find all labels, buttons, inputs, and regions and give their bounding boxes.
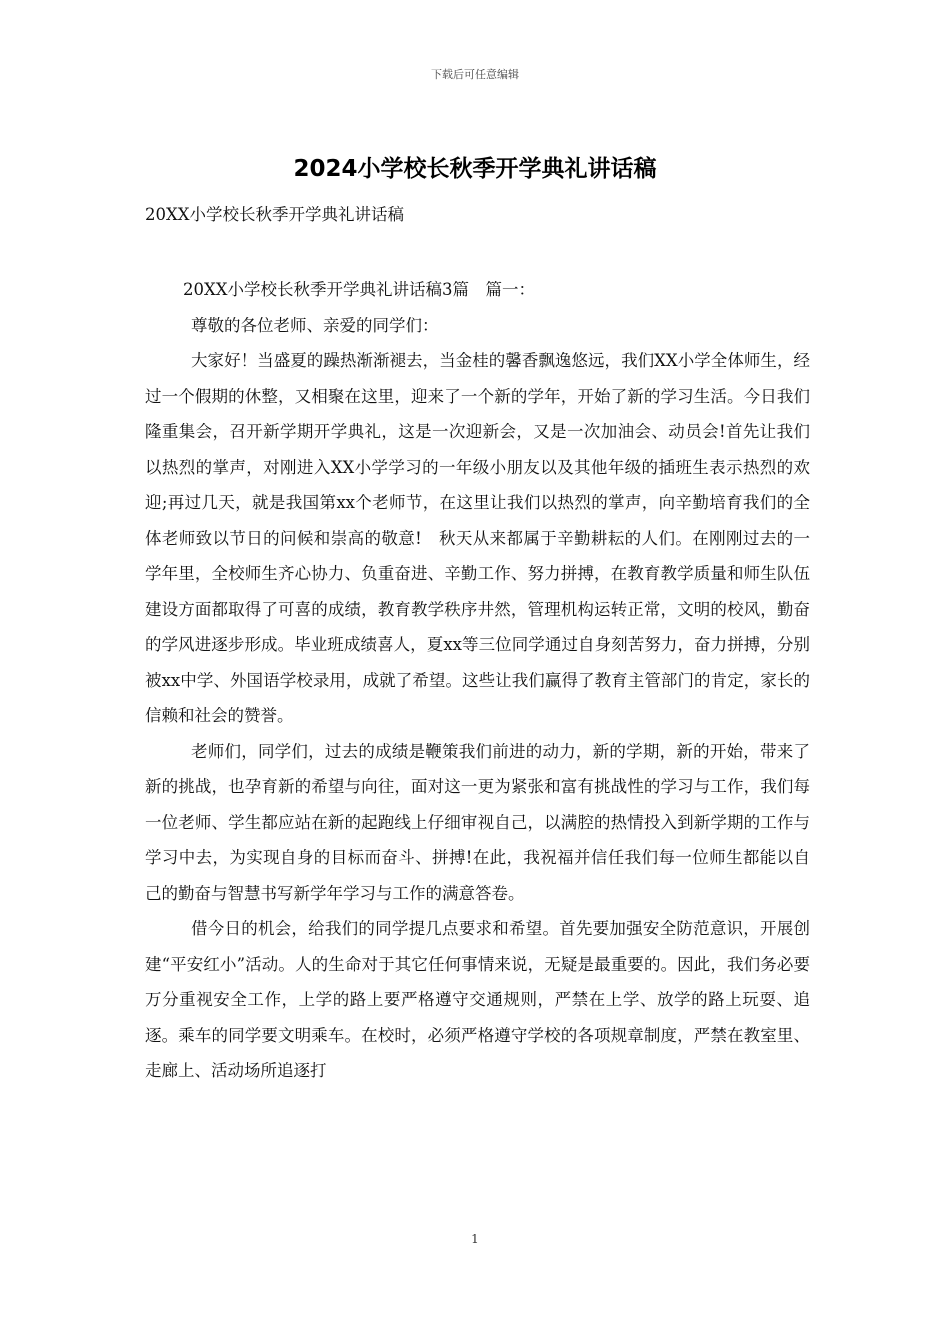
body-paragraph: 老师们，同学们，过去的成绩是鞭策我们前进的动力，新的学期，新的开始，带来了新的挑战，也孕育新的希望与向往，面对这一更为紧张和富有挑战性的学习与工作，我们每一位老师、学生都应站在新的起跑线上仔细审视自己，以满腔的热情投入到新学期的工作与学习中去，为实现自身的目标而奋斗、拼搏!在此，我祝福并信任我们每一位师生都能以自己的勤奋与智慧书写新学年学习与工作的满意答卷。 [145,741,810,903]
body-paragraph: 借今日的机会，给我们的同学提几点要求和希望。首先要加强安全防范意识，开展创建“平安红小”活动。人的生命对于其它任何事情来说，无疑是最重要的。因此，我们务必要万分重视安全工作，上学的路上要严格遵守交通规则，严禁在上学、放学的路上玩耍、追逐。乘车的同学要文明乘车。在校时，必须严格遵守学校的各项规章制度，严禁在教室里、走廊上、活动场所追逐打 [145,919,810,1080]
salutation: 尊敬的各位老师、亲爱的同学们： [191,315,439,335]
page-number: 1 [471,1232,479,1246]
document-title: 2024小学校长秋季开学典礼讲话稿 [293,156,657,182]
section-heading: 20XX小学校长秋季开学典礼讲话稿3篇 篇一： [183,280,535,299]
document-subtitle: 20XX小学校长秋季开学典礼讲话稿 [145,205,404,224]
document-body [145,272,810,1089]
body-paragraph: 大家好！当盛夏的躁热渐渐褪去，当金桂的馨香飘逸悠远，我们XX小学全体师生，经过一个假期的休整，又相聚在这里，迎来了一个新的学年，开始了新的学习生活。今日我们隆重集会，召开新学期开学典礼，这是一次迎新会，又是一次加油会、动员会!首先让我们以热烈的掌声，对刚进入XX小学学习的一年级小朋友以及其他年级的插班生表示热烈的欢迎;再过几天，就是我国第xx个老师节，在这里让我们以热烈的掌声，向辛勤培育我们的全体老师致以节日的问候和崇高的敬意! 秋天从来都属于辛勤耕耘的人们。在刚刚过去的一学年里，全校师生齐心协力、负重奋进、辛勤工作、努力拼搏，在教育教学质量和师生队伍建设方面都取得了可喜的成绩，教育教学秩序井然，管理机构运转正常，文明的校风，勤奋的学风进逐步形成。毕业班成绩喜人，夏xx等三位同学通过自身刻苦努力，奋力拼搏，分别被xx中学、外国语学校录用，成就了希望。这些让我们赢得了教育主管部门的肯定，家长的信赖和社会的赞誉。 [145,351,810,725]
header-note: 下载后可任意编辑 [431,68,519,81]
